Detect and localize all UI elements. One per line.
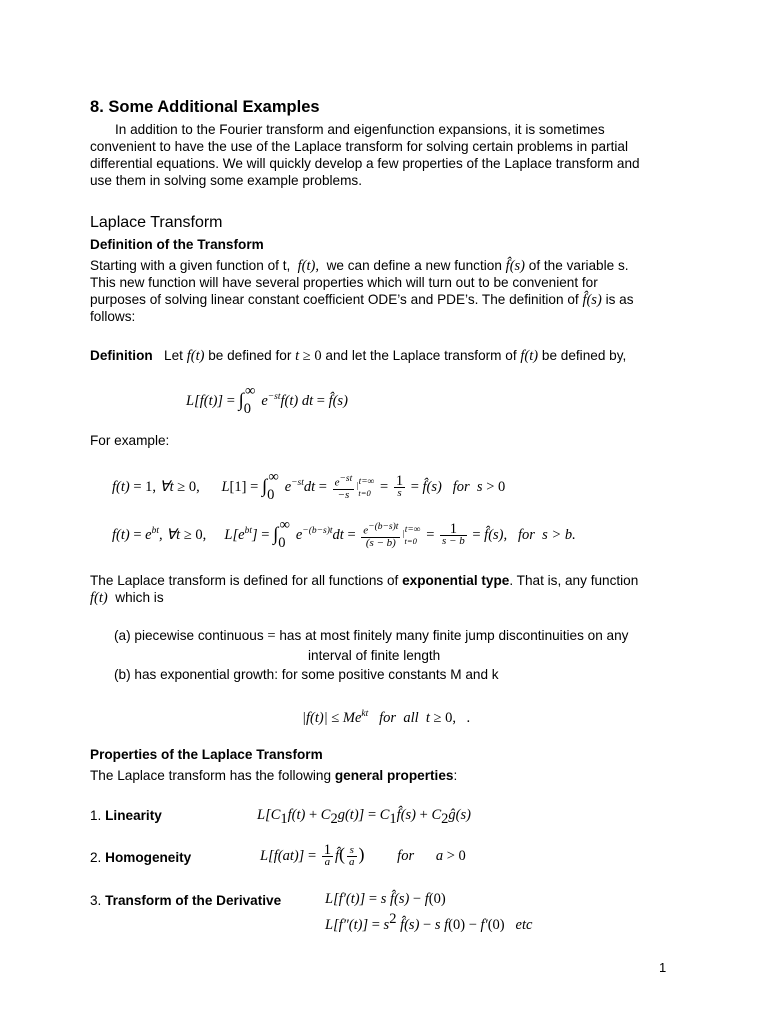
page-number: 1 [659,960,667,975]
exp-type-text: The Laplace transform is defined for all functions of [90,573,399,588]
properties-intro-text: The Laplace transform has the following [90,768,332,783]
definition-equation: $L[f(t)] = \int_0^\infty e^{-st}f(t)$ dt = f̂(s) [186,383,348,417]
p1-line1 [90,257,629,275]
definition-text: be defined for [208,348,292,363]
condition-a: (a) piecewise continuous = has at most finitely many finite jump discontinuities on any [114,628,629,644]
for-example-text: For example: [90,433,170,448]
section-title: . Some Additional Examples [99,98,320,116]
p1-line2: This new function will have several properties which will turn out to be convenient for [90,275,598,290]
math-ft: f(t) [186,348,205,364]
condition-a-cont: interval of finite length [308,648,441,663]
derivative-equation-1: L[f′(t)] = s f̂(s) − f(0) [325,891,446,907]
exp-type-text: which is [115,590,164,605]
properties-intro [90,767,457,784]
section-heading [90,99,320,116]
property-number: 1. [90,808,102,823]
p1-text: we can define a new function [326,258,502,273]
property-item [90,807,162,824]
properties-intro-term: general properties [334,768,454,783]
condition-b: (b) has exponential growth: for some positive constants M and k [114,667,499,682]
math-geq-0: ≥ 0 [299,348,322,364]
property-name: Transform of the Derivative [105,893,282,908]
derivative-equation-2: $L[f''(t)] = s^2$ f̂(s) − s f(0) − f′(0) etc [325,911,533,933]
definition-text: be defined by, [541,348,627,363]
definition-label: Definition [90,348,153,363]
condition-a-label: (a) piecewise continuous [114,628,264,643]
definition-text: Let [164,348,183,363]
intro-line: convenient to have the use of the Laplace transform for solving certain problems in partial [90,139,629,154]
property-number: 3. [90,893,102,908]
properties-intro-text: : [453,768,458,783]
definition-text: and let the Laplace transform of [325,348,517,363]
properties-heading: Properties of the Laplace Transform [90,747,323,762]
laplace-heading: Laplace Transform [90,214,223,231]
growth-inequality: $|f(t)| \le Me^{kt}$ for all t ≥ 0, . [302,709,471,726]
etc-text: etc [515,916,533,933]
property-number: 2. [90,850,102,865]
property-name: Linearity [105,808,162,823]
section-number: 8 [90,98,100,116]
math-fhat-s: f̂(s) [505,258,526,274]
exp-type-line2 [90,589,164,607]
property-item [90,892,281,909]
property-name: Homogeneity [105,850,192,865]
example-2-equation: $f(t) = e^{bt}$, ∀t ≥ 0, $L[e^{bt}] = \int_0^\infty e^{-(b-s)t}dt$ = $\frac{e^{-(b-s)t}}{(s - b)}$ $|^{t=\infty}$ t=0 = $\frac{1}{s - b}$ = f̂(s), for s > b. [112,517,576,551]
example-1-equation: f(t) = 1, ∀t ≥ 0, $L[1] = \int_0^\infty e^{-st}dt$ = $\frac{e^{-st}}{-s}$ $|^{t=\infty}$ t=0 = $\frac{1}{s}$ = f̂(s) for s > 0 [112,469,506,503]
p1-text: Starting with a given function of t, [90,258,291,273]
math-ft: f(t), [294,258,319,274]
p1-text: is as [605,292,634,307]
exp-type-line1 [90,572,638,589]
exp-type-term: exponential type [402,573,510,588]
math-ft: f(t) [520,348,539,364]
intro-line: use them in solving some example problems. [90,173,363,188]
exp-type-text: . That is, any function [509,573,639,588]
definition-line [90,347,626,365]
homogeneity-equation: L[f(at)] = $\frac{1}{a}$ f̂( $\frac{s}{a}$ ) for a > 0 [260,842,466,869]
p1-line4: follows: [90,309,136,324]
intro-line: differential equations. We will quickly develop a few properties of the Laplace transform and [90,156,640,171]
p1-text: of the variable s. [528,258,629,273]
property-item [90,849,191,866]
p1-text: purposes of solving linear constant coefficient ODE’s and PDE’s. The definition of [90,292,579,307]
p1-line3 [90,291,634,309]
math-fhat-s: f̂(s) [582,292,602,308]
math-ft: f(t) [90,590,108,606]
math-t-geq-0: t [295,348,300,364]
linearity-equation: $L[C_1f(t) + C_2g(t)]$ = $C_1f̂(s)$ + $C_2ĝ(s)$ [257,807,471,827]
condition-a-text: has at most finitely many finite jump discontinuities on any [279,628,629,643]
definition-subheading: Definition of the Transform [90,237,264,252]
intro-line: In addition to the Fourier transform and eigenfunction expansions, it is sometimes [115,122,605,137]
